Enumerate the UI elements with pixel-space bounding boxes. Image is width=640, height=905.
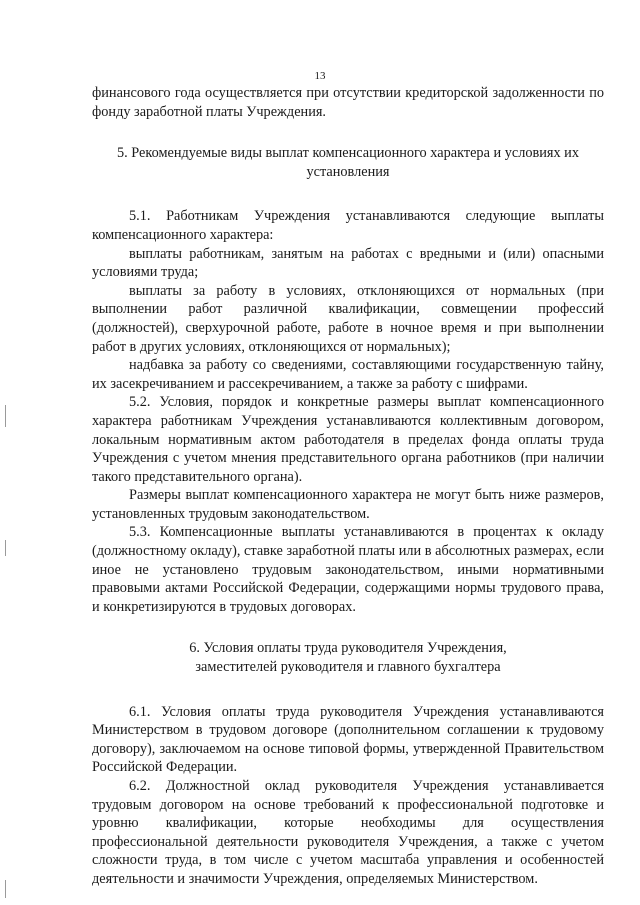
section-5-heading-line-1: 5. Рекомендуемые виды выплат компенсационного характера и условиях их	[116, 145, 579, 162]
scan-margin-mark	[5, 405, 6, 427]
scan-margin-mark	[5, 880, 6, 898]
scan-margin-mark	[5, 540, 6, 556]
paragraph-6-1: 6.1. Условия оплаты труда руководителя Учреждения устанавливаются Министерством в трудовом договоре (дополнительном соглашении к трудовому договору), заключаемом на основе типовой формы, утвержденной Правительством Российской Федерации.	[92, 703, 604, 776]
paragraph-6-2: 6.2. Должностной оклад руководителя Учреждения устанавливается трудовым договором на основе требований к профессиональной подготовке и уровню квалификации, которые необходимы для осуществления профессиональной деятельности руководителя Учреждения, а также с учетом сложности труда, в том числе с учетом масштаба управления и особенностей деятельности и значимости Учреждения, определяемых Министерством.	[92, 778, 604, 887]
paragraph-5-3: 5.3. Компенсационные выплаты устанавливаются в процентах к окладу (должностному окладу), ставке заработной платы или в абсолютных размерах, если иное не установлено трудовым законодательством, иными нормативными правовыми актами Российской Федерации, содержащими нормы трудового права, и конкретизируются в трудовых договорах.	[92, 524, 604, 615]
paragraph-5-1-item-2: выплаты за работу в условиях, отклоняющихся от нормальных (при выполнении работ различной квалификации, совмещении профессий (должностей), сверхурочной работе, работе в ночное время и при выполнении работ в других условиях, отклоняющихся от нормальных);	[92, 282, 604, 355]
paragraph-5-2: 5.2. Условия, порядок и конкретные размеры выплат компенсационного характера работникам Учреждения устанавливаются коллективным договором, локальным нормативным актом работодателя в пределах фонда оплаты труда Учреждения с учетом мнения представительного органа работников (при наличии такого представительного органа).	[92, 394, 604, 485]
paragraph-5-1: 5.1. Работникам Учреждения устанавливаются следующие выплаты компенсационного характера:	[92, 208, 604, 243]
paragraph-5-1-item-3: надбавка за работу со сведениями, составляющими государственную тайну, их засекречиванием и рассекречиванием, а также за работу с шифрами.	[92, 357, 604, 392]
intro-paragraph: финансового года осуществляется при отсутствии кредиторской задолженности по фонду заработной платы Учреждения.	[92, 85, 604, 120]
page-number: 13	[314, 70, 326, 82]
paragraph-5-1-item-1: выплаты работникам, занятым на работах с вредными и (или) опасными условиями труда;	[92, 245, 604, 281]
paragraph-5-2-note: Размеры выплат компенсационного характера не могут быть ниже размеров, установленных трудовым законодательством.	[92, 487, 604, 522]
document-body	[92, 84, 604, 889]
section-6-heading-line-2: заместителей руководителя и главного бухгалтера	[195, 659, 501, 676]
section-6-heading-line-1: 6. Условия оплаты труда руководителя Учреждения,	[189, 640, 507, 657]
section-5-heading-line-2: установления	[306, 163, 390, 180]
